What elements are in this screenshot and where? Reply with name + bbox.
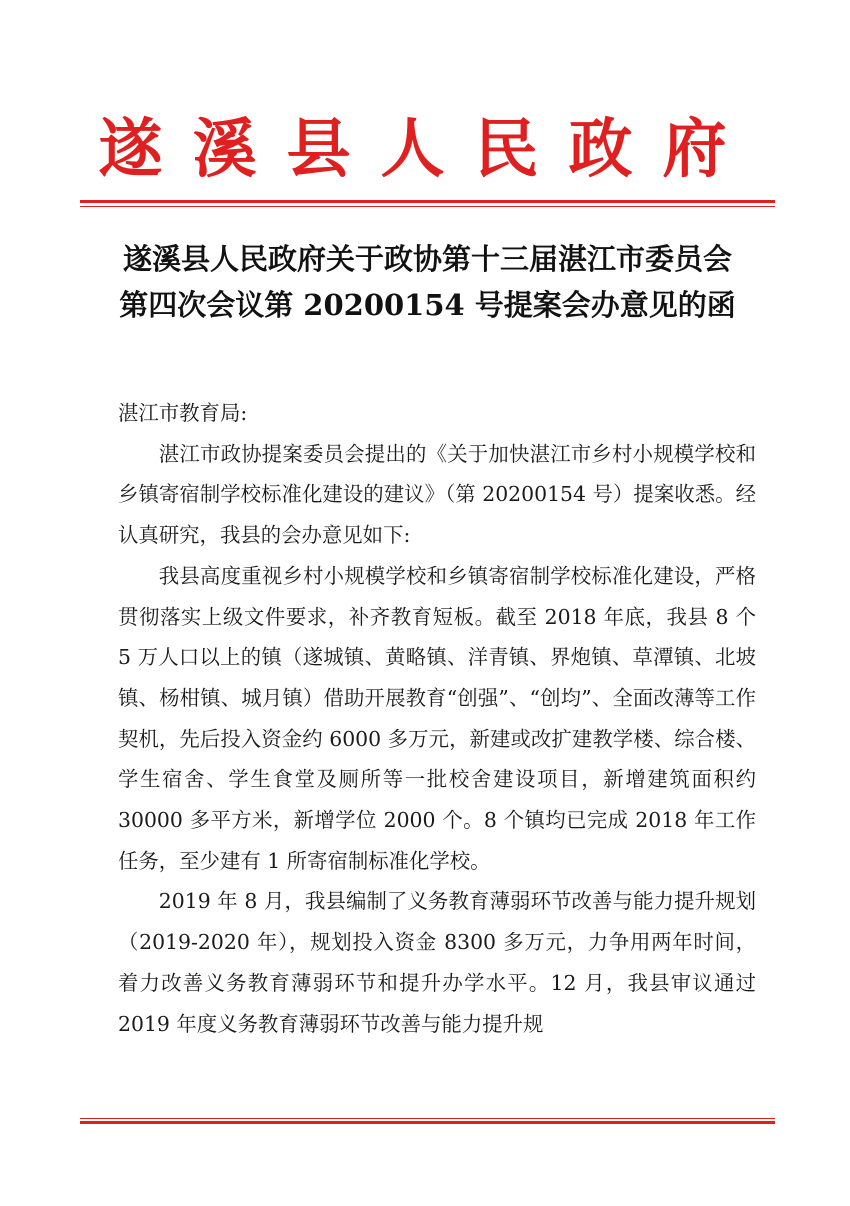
footer-divider-thick bbox=[80, 1121, 775, 1124]
letterhead-divider-thin bbox=[80, 206, 775, 207]
document-title-line-2: 第四次会议第 20200154 号提案会办意见的函 bbox=[119, 288, 736, 322]
body-paragraph-1: 湛江市政协提案委员会提出的《关于加快湛江市乡村小规模学校和乡镇寄宿制学校标准化建设的建议》（第 20200154 号）提案收悉。经认真研究，我县的会办意见如下: bbox=[118, 441, 756, 548]
document-body bbox=[118, 393, 756, 1044]
letterhead-title: 遂溪县人民政府 bbox=[98, 112, 757, 187]
body-paragraph-3: 2019 年 8 月，我县编制了义务教育薄弱环节改善与能力提升规划（2019-2020 年），规划投入资金 8300 多万元，力争用两年时间，着力改善义务教育薄弱环节和提升办学水平。12 月，我县审议通过 2019 年度义务教育薄弱环节改善与能力提升规 bbox=[118, 889, 756, 1036]
footer-divider-thin bbox=[80, 1118, 775, 1119]
letterhead-divider-thick bbox=[80, 200, 775, 203]
body-paragraph-2: 我县高度重视乡村小规模学校和乡镇寄宿制学校标准化建设，严格贯彻落实上级文件要求，补齐教育短板。截至 2018 年底，我县 8 个 5 万人口以上的镇（遂城镇、黄略镇、洋青镇、界炮镇、草潭镇、北坡镇、杨柑镇、城月镇）借助开展教育“创强”、“创均”、全面改薄等工作契机，先后投入资金约 6000 多万元，新建或改扩建教学楼、综合楼、学生宿舍、学生食堂及厕所等一批校舍建设项目，新增建筑面积约 30000 多平方米，新增学位 2000 个。8 个镇均已完成 2018 年工作任务，至少建有 1 所寄宿制标准化学校。 bbox=[118, 563, 756, 873]
document-title-line-1: 遂溪县人民政府关于政协第十三届湛江市委员会 bbox=[122, 242, 732, 276]
salutation: 湛江市教育局: bbox=[118, 401, 248, 425]
document-title bbox=[80, 236, 775, 328]
